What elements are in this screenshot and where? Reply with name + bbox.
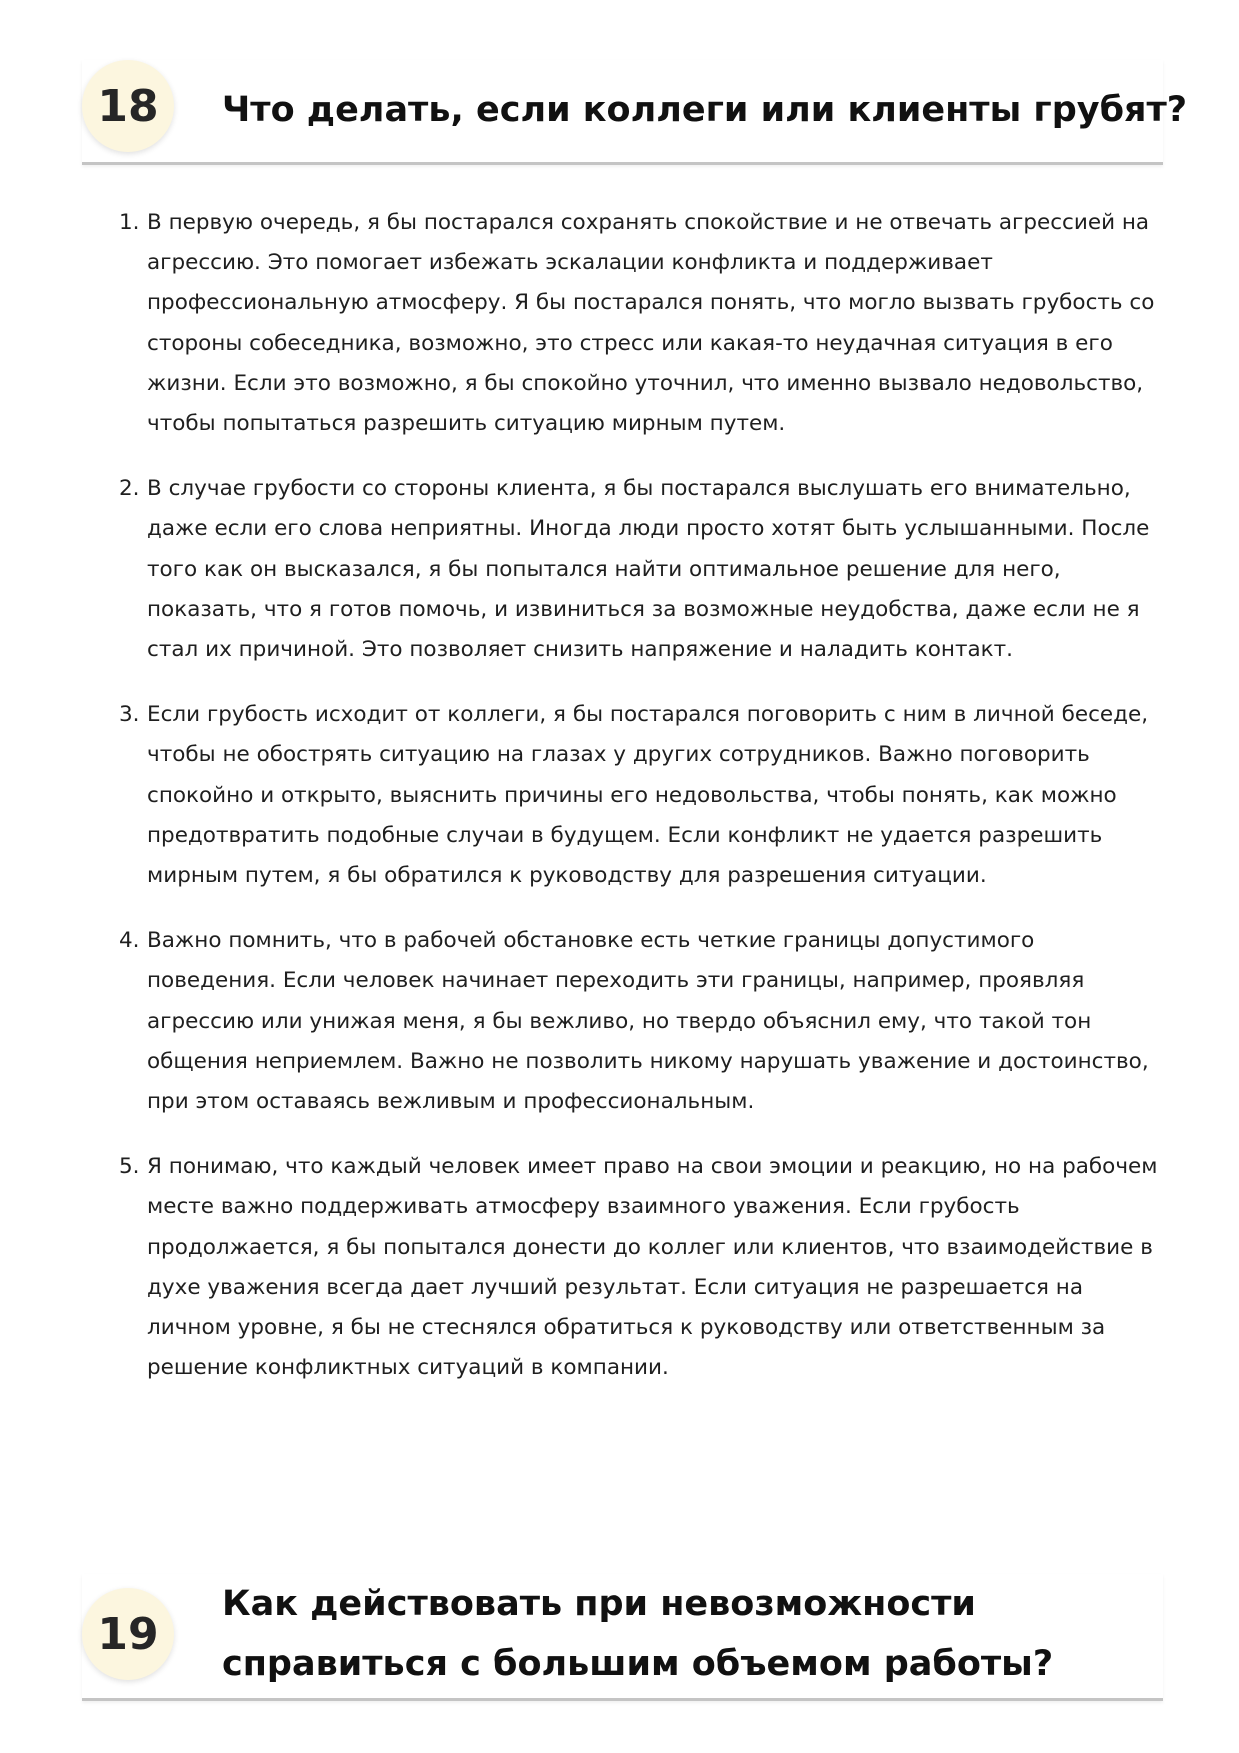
answer-text: В случае грубости со стороны клиента, я бы постарался выслушать его внимательно, даже если его слова неприятны. Иногда люди просто хотят быть услышанными. После того как он высказался, я бы попытался найти оптимальное решение для него, показать, что я готов помочь, и извиниться за возможные неудобства, даже если не я стал их причиной. Это позволяет снизить напряжение и наладить контакт.: [147, 476, 1150, 663]
answer-item-3: [119, 695, 1167, 896]
list-marker: 4.: [119, 928, 140, 954]
list-marker: 2.: [119, 476, 140, 502]
answer-text: В первую очередь, я бы постарался сохранять спокойствие и не отвечать агрессией на агрессию. Это помогает избежать эскалации конфликта и поддерживает профессиональную атмосферу. Я бы постарался понять, что могло вызвать грубость со стороны собеседника, возможно, это стресс или какая-то неудачная ситуация в его жизни. Если это возможно, я бы спокойно уточнил, что именно вызвало недовольство, чтобы попытаться разрешить ситуацию мирным путем.: [147, 210, 1155, 437]
list-marker: 5.: [119, 1154, 140, 1180]
question-number-badge: 19: [82, 1588, 174, 1680]
answer-item-1: [119, 203, 1167, 444]
answer-item-4: [119, 921, 1167, 1122]
list-marker: 3.: [119, 702, 140, 728]
question-title: Как действовать при невозможности справиться с большим объемом работы?: [222, 1584, 1054, 1684]
list-marker: 1.: [119, 210, 140, 235]
answer-item-5: [119, 1147, 1167, 1388]
answer-text: Если грубость исходит от коллеги, я бы постарался поговорить с ним в личной беседе, чтобы не обострять ситуацию на глазах у других сотрудников. Важно поговорить спокойно и открыто, выяснить причины его недовольства, чтобы понять, как можно предотвратить подобные случаи в будущем. Если конфликт не удается разрешить мирным путем, я бы обратился к руководству для разрешения ситуации.: [147, 702, 1149, 889]
answer-item-2: [119, 469, 1167, 670]
answer-list: [119, 203, 1167, 1413]
answer-text: Важно помнить, что в рабочей обстановке есть четкие границы допустимого поведения. Если человек начинает переходить эти границы, например, проявляя агрессию или унижая меня, я бы вежливо, но твердо объяснил ему, что такой тон общения неприемлем. Важно не позволить никому нарушать уважение и достоинство, при этом оставаясь вежливым и профессиональным.: [147, 928, 1149, 1115]
answer-text: Я понимаю, что каждый человек имеет право на свои эмоции и реакцию, но на рабочем месте важно поддерживать атмосферу взаимного уважения. Если грубость продолжается, я бы попытался донести до коллег или клиентов, что взаимодействие в духе уважения всегда дает лучший результат. Если ситуация не разрешается на личном уровне, я бы не стеснялся обратиться к руководству или ответственным за решение конфликтных ситуаций в компании.: [147, 1154, 1158, 1381]
question-number-badge: 18: [82, 60, 174, 152]
section-header-19: [82, 1574, 1163, 1701]
section-header-18: [82, 60, 1188, 165]
question-title: Что делать, если коллеги или клиенты грубят?: [222, 90, 1188, 130]
